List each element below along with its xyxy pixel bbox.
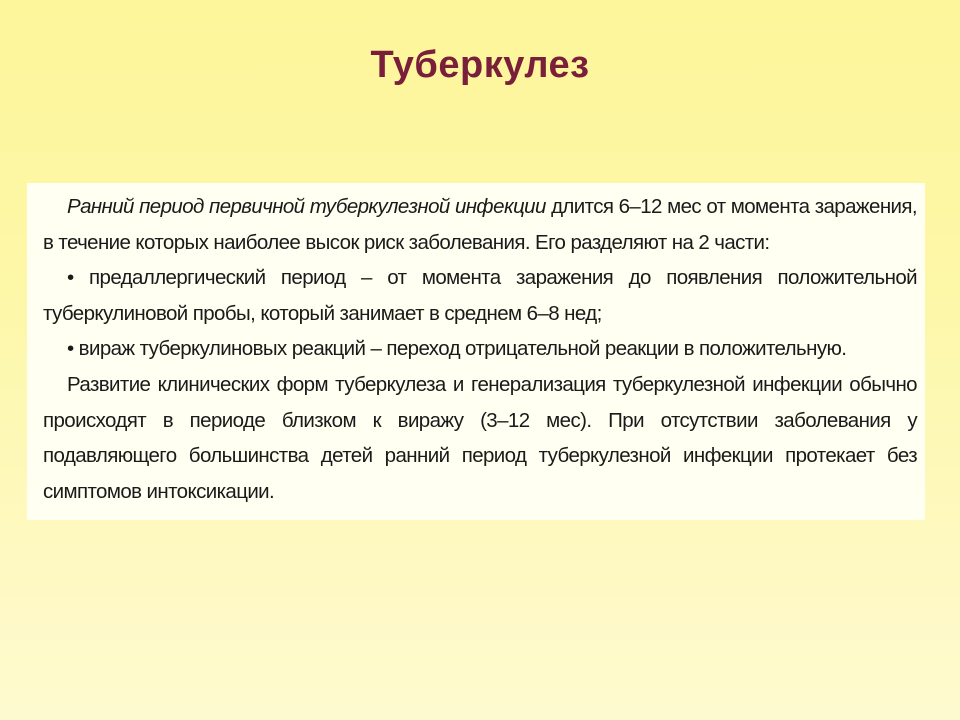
paragraph-intro	[43, 189, 917, 260]
bullet-text-preallergic: предаллергический период – от момента заражения до появления положительной туберкулиновой пробы, который занимает в среднем 6–8 нед;	[43, 266, 917, 325]
text-panel	[27, 183, 925, 520]
bullet-icon: •	[67, 266, 74, 290]
bullet-item-preallergic	[43, 260, 917, 331]
intro-rest-text: длится 6–12 мес от момента заражения, в течение которых наиболее высок риск заболевания. Его разделяют на 2 части:	[43, 195, 917, 254]
bullet-item-virazh	[43, 331, 917, 367]
slide-title: Туберкулез	[370, 44, 590, 86]
bullet-text-virazh: вираж туберкулиновых реакций – переход отрицательной реакции в положительную.	[73, 337, 847, 361]
intro-lead-text: Ранний период первичной туберкулезной инфекции	[67, 195, 546, 218]
paragraph-development: Развитие клинических форм туберкулеза и генерализация туберкулезной инфекции обычно происходят в периоде близком к виражу (3–12 мес). При отсутствии заболевания у подавляющего большинства детей ранний период туберкулезной инфекции протекает без симптомов интоксикации.	[43, 372, 917, 503]
bullet-icon: •	[67, 337, 74, 361]
